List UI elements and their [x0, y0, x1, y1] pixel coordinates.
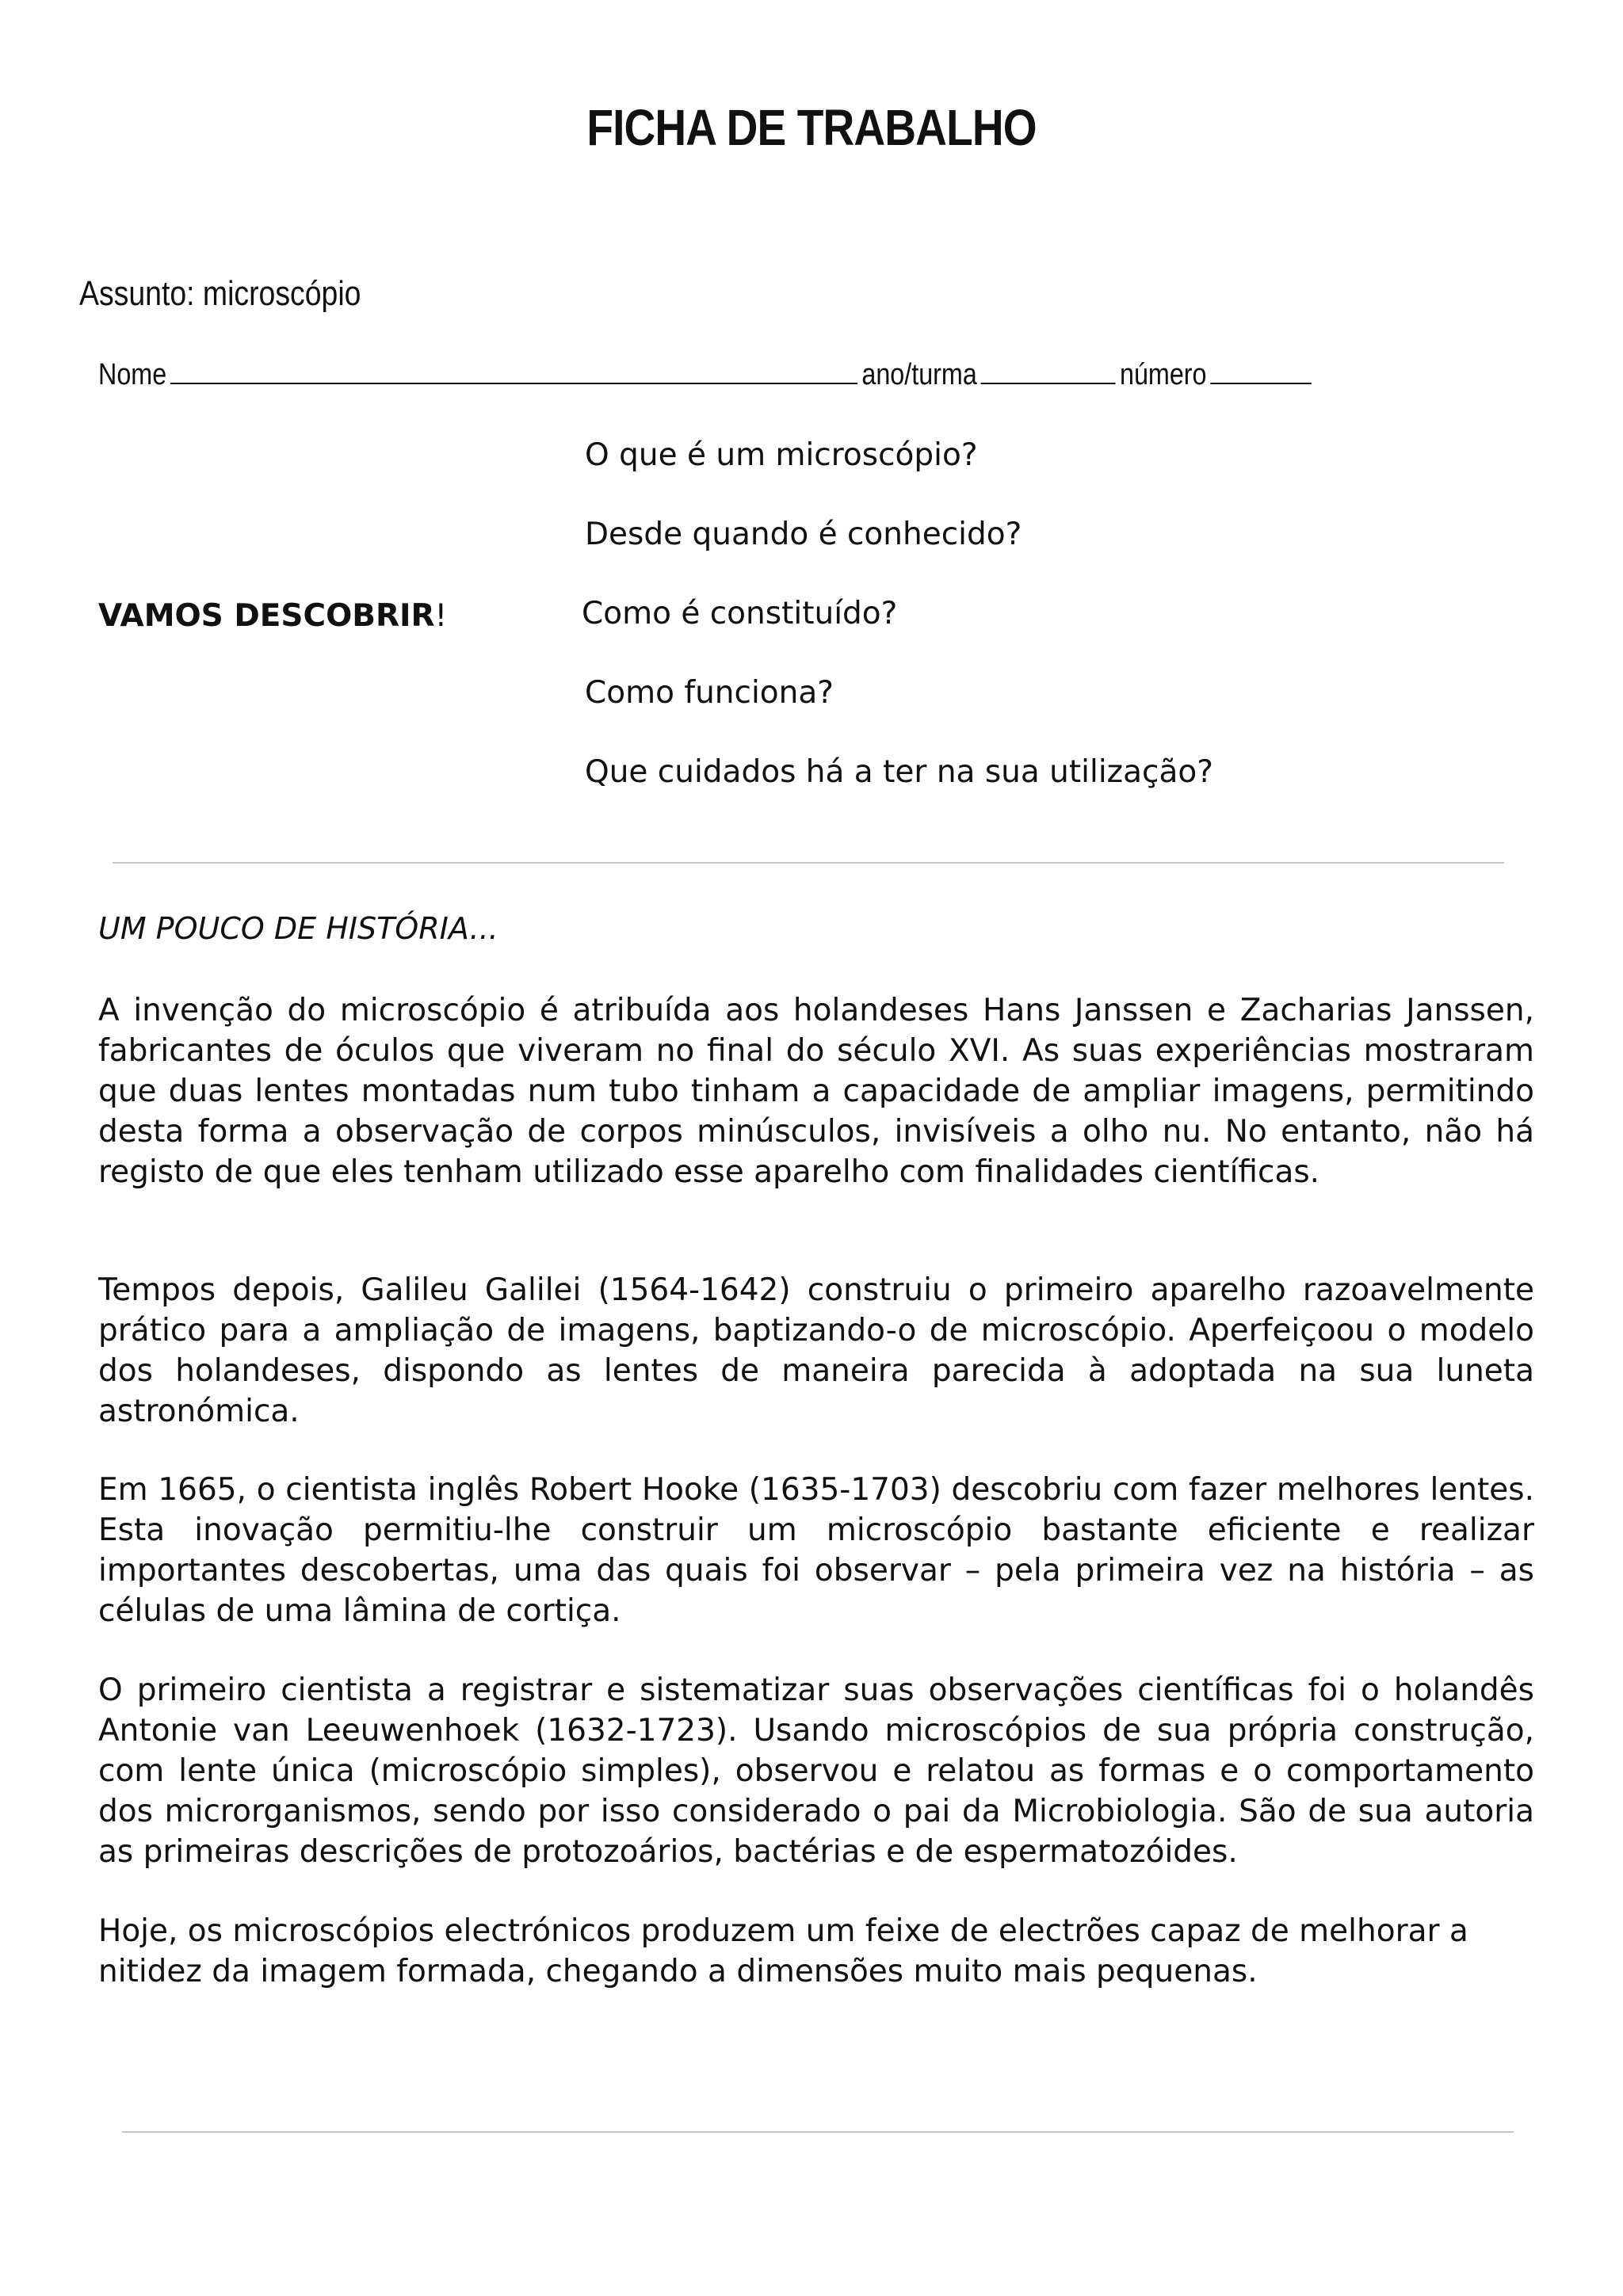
student-info-row: [98, 358, 1311, 392]
footer-divider: [122, 2131, 1514, 2133]
question-item: Que cuidados há a ter na sua utilização?: [585, 754, 1213, 790]
number-blank: [1211, 359, 1312, 384]
question-list: [582, 432, 1213, 828]
discover-label-suffix: !: [434, 598, 448, 634]
question-item: Desde quando é conhecido?: [585, 517, 1022, 552]
class-label: ano/turma: [861, 358, 977, 391]
page-title: FICHA DE TRABALHO: [586, 99, 1037, 156]
history-paragraph: Tempos depois, Galileu Galilei (1564-1642) construiu o primeiro aparelho razoavelmente prático para a ampliação de imagens, baptizando-o de microscópio. Aperfeiçoou o modelo dos holandeses, dispondo as lentes de maneira parecida à adoptada na sua luneta astronómica.: [98, 1272, 1534, 1429]
history-heading: UM POUCO DE HISTÓRIA...: [98, 911, 498, 946]
name-label: Nome: [98, 358, 167, 391]
section-divider: [113, 862, 1504, 864]
discover-label-bold: VAMOS DESCOBRIR: [98, 598, 435, 634]
history-paragraph: Em 1665, o cientista inglês Robert Hooke (1635-1703) descobriu com fazer melhores lentes. Esta inovação permitiu-lhe construir um microscópio bastante eficiente e realizar importantes descobertas, uma das quais foi observar – pela primeira vez na história – as células de uma lâmina de cortiça.: [98, 1472, 1534, 1629]
history-paragraph: O primeiro cientista a registrar e sistematizar suas observações científicas foi o holandês Antonie van Leeuwenhoek (1632-1723). Usando microscópios de sua própria construção, com lente única (microscópio simples), observou e relatou as formas e o comportamento dos microrganismos, sendo por isso considerado o pai da Microbiologia. São de sua autoria as primeiras descrições de protozoários, bactérias e de espermatozóides.: [98, 1672, 1534, 1870]
question-item: Como é constituído?: [582, 596, 898, 631]
discover-label: [98, 593, 447, 640]
number-label: número: [1119, 358, 1207, 391]
history-paragraph: Hoje, os microscópios electrónicos produzem um feixe de electrões capaz de melhorar a nitidez da imagem formada, chegando a dimensões muito mais pequenas.: [98, 1913, 1468, 1989]
question-item: Como funciona?: [585, 675, 834, 711]
class-blank: [981, 359, 1116, 384]
subject-line: Assunto: microscópio: [79, 274, 361, 313]
name-blank: [170, 359, 857, 384]
history-paragraph: A invenção do microscópio é atribuída aos holandeses Hans Janssen e Zacharias Janssen, fabricantes de óculos que viveram no final do século XVI. As suas experiências mostraram que duas lentes montadas num tubo tinham a capacidade de ampliar imagens, permitindo desta forma a observação de corpos minúsculos, invisíveis a olho nu. No entanto, não há registo de que eles tenham utilizado esse aparelho com finalidades científicas.: [98, 993, 1534, 1190]
question-item: O que é um microscópio?: [585, 437, 978, 473]
